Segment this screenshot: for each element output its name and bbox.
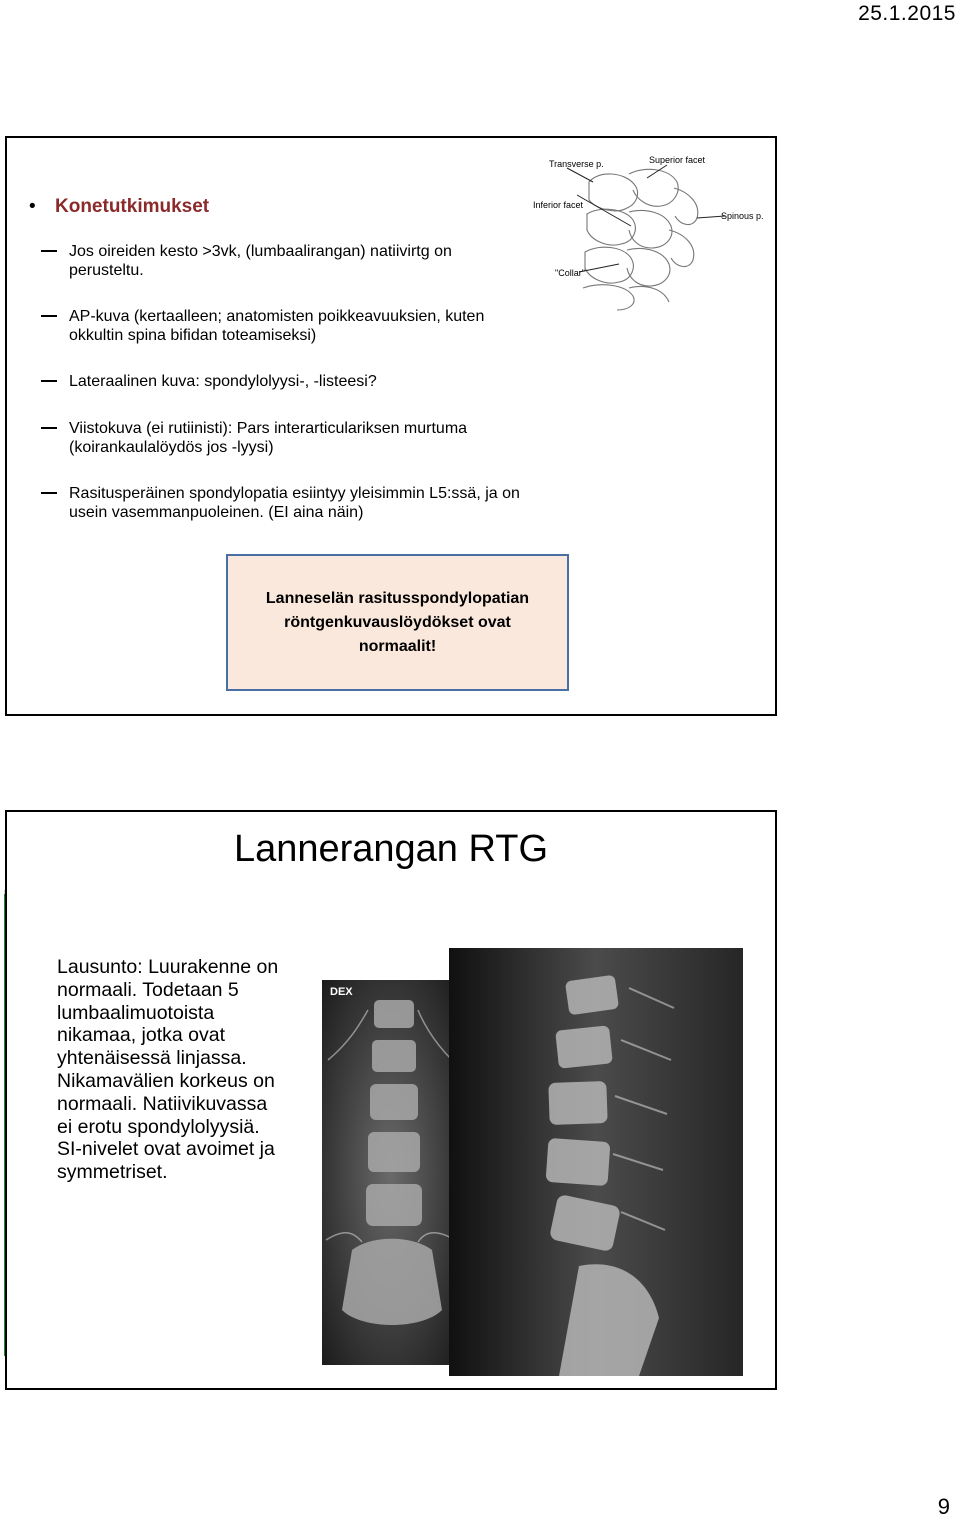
header-date: 25.1.2015 [858,2,956,25]
dash-icon [41,427,57,429]
list-item-text: Jos oireiden kesto >3vk, (lumbaalirangan) natiivirtg on perusteltu. [69,243,452,279]
heading-text: Konetutkimukset [55,196,210,217]
xray-lateral-graphic [449,948,743,1376]
xray-label: DEX [330,986,353,998]
list-item-text: Viistokuva (ei rutiinisti): Pars interarticulariksen murtuma (koirankaulalöydös jos -lyysi) [69,420,468,456]
callout-box [226,554,569,691]
label-transverse: Transverse p. [549,159,604,169]
list-item [69,419,529,457]
list-item [69,307,529,345]
slide-konetutkimukset [5,136,777,716]
label-collar: "Collar" [555,268,585,278]
slide-title: Lannerangan RTG [233,828,549,870]
list-item [69,372,529,391]
slide-lannerangan-rtg [5,810,777,1390]
label-inferior-facet: Inferior facet [533,200,584,210]
page-number: 9 [937,1494,950,1519]
list-item-text: AP-kuva (kertaalleen; anatomisten poikkeavuuksien, kuten okkultin spina bifidan toteamiseksi) [69,308,485,344]
xray-lateral-image [449,948,743,1376]
list-item [69,484,529,522]
vertebra-diagram [529,152,769,312]
list-item [69,242,529,280]
label-spinous: Spinous p. [721,211,764,221]
xray-ap-graphic [322,980,459,1365]
bullet-heading [29,196,209,218]
callout-text: Lanneselän rasitusspondylopatian röntgenkuvauslöydökset ovat normaalit! [265,589,530,655]
dash-icon [41,380,57,382]
dash-icon [41,492,57,494]
dash-icon [41,250,57,252]
bullet-dot-icon: • [29,196,36,217]
report-text: Lausunto: Luurakenne on normaali. Todetaan 5 lumbaalimuotoista nikamaa, jotka ovat yhtenäisessä linjassa. Nikamavälien korkeus on normaali. Natiivikuvassa ei erotu spondylolyysiä. SI-nivelet ovat avoimet ja symmetriset. [57,956,279,1184]
list-item-text: Lateraalinen kuva: spondylolyysi-, -listeesi? [69,373,377,390]
list-item-text: Rasitusperäinen spondylopatia esiintyy yleisimmin L5:ssä, ja on usein vasemmanpuoleinen. (EI aina näin) [69,485,520,521]
xray-ap-image [322,980,459,1365]
label-superior-facet: Superior facet [649,155,706,165]
dash-icon [41,315,57,317]
